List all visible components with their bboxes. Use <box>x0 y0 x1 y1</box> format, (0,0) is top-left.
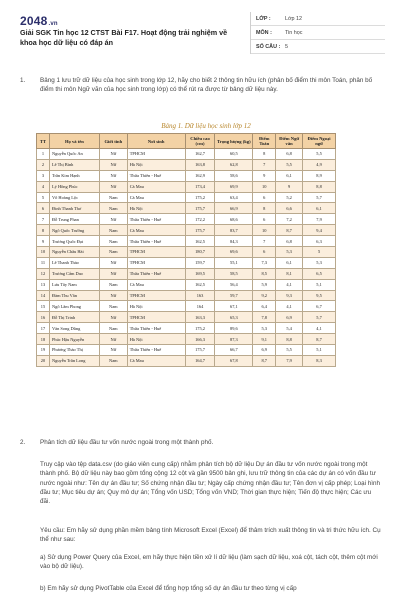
table-row <box>37 192 336 203</box>
table-cell: 10 <box>253 225 276 236</box>
table-cell: 5,7 <box>303 312 336 323</box>
table-cell: Thừa Thiên - Huế <box>127 323 185 334</box>
table-cell: 4,1 <box>276 279 303 290</box>
table-cell: Nam <box>99 203 127 214</box>
table-header-cell: Chiều cao (cm) <box>185 134 215 149</box>
table-cell: 175,2 <box>185 323 215 334</box>
table-row <box>37 290 336 301</box>
table-cell: 7,2 <box>276 214 303 225</box>
table-header-cell: Giới tính <box>99 134 127 149</box>
table-cell: Nữ <box>99 214 127 225</box>
table-row <box>37 247 336 258</box>
question-2-part-b: b) Em hãy sử dụng PivotTable của Excel để tổng hợp tổng số dự án đầu tư theo từng vị cấp <box>40 585 297 592</box>
table-cell: 9 <box>253 170 276 181</box>
table-cell: 6,1 <box>303 203 336 214</box>
table-cell: TPHCM <box>127 312 185 323</box>
meta-value: Tin học <box>285 29 303 36</box>
table-cell: 58,6 <box>215 170 253 181</box>
meta-row-class <box>251 12 385 26</box>
table-cell: 84,3 <box>215 236 253 247</box>
table-cell: 19 <box>37 345 50 356</box>
table-cell: 164 <box>185 301 215 312</box>
table-cell: Phương Thảo Thị <box>49 345 99 356</box>
table-cell: 6,9 <box>276 312 303 323</box>
table-cell: 68,6 <box>215 214 253 225</box>
table-cell: 89,6 <box>215 323 253 334</box>
table-header-cell: Họ và tên <box>49 134 99 149</box>
table-cell: 175,2 <box>185 192 215 203</box>
question-text: Bảng 1 lưu trữ dữ liệu của học sinh trong lớp 12, hãy cho biết 2 thông tin hữu ích (phân bố điểm thi môn Toán, phân bố điểm thi môn Ngữ văn của học sinh trong lớp) có thể rút ra được từ bảng dữ liệu này. <box>40 77 373 94</box>
table-cell: Đinh Thanh Thơ <box>49 203 99 214</box>
table-cell: Nguyễn Châu Hải <box>49 247 99 258</box>
table-cell: 7 <box>253 159 276 170</box>
table-cell: Nữ <box>99 312 127 323</box>
table-cell: 8,7 <box>303 334 336 345</box>
table-cell: Nữ <box>99 181 127 192</box>
table-cell: 6 <box>253 247 276 258</box>
table-row <box>37 181 336 192</box>
table-cell: 8,8 <box>276 334 303 345</box>
table-cell: 159,7 <box>185 257 215 268</box>
table-row <box>37 159 336 170</box>
table-cell: Nam <box>99 323 127 334</box>
table-cell: 9,3 <box>276 290 303 301</box>
table-cell: 87,3 <box>215 334 253 345</box>
table-cell: Nữ <box>99 345 127 356</box>
table-cell: 163,8 <box>185 159 215 170</box>
table-cell: Trương Quốc Đạt <box>49 236 99 247</box>
table-cell: 6,4 <box>253 301 276 312</box>
table-cell: Đàm Thu Vân <box>49 290 99 301</box>
table-cell: 7,8 <box>253 312 276 323</box>
table-cell: 175,7 <box>185 203 215 214</box>
meta-row-subject <box>251 26 385 40</box>
table-cell: 14 <box>37 290 50 301</box>
table-cell: 6 <box>253 192 276 203</box>
table-cell: Nữ <box>99 334 127 345</box>
table-cell: 162,7 <box>185 149 215 160</box>
table-cell: 7,3 <box>253 257 276 268</box>
meta-row-count <box>251 40 385 54</box>
table-cell: Nam <box>99 236 127 247</box>
table-header-row <box>37 134 336 149</box>
table-cell: Nữ <box>99 159 127 170</box>
table-row <box>37 170 336 181</box>
table-cell: Nữ <box>99 290 127 301</box>
table-cell: 8,3 <box>303 355 336 366</box>
table-cell: Hà Nội <box>127 159 185 170</box>
table-row <box>37 203 336 214</box>
table-cell: 67,8 <box>215 355 253 366</box>
table-cell: 58,5 <box>215 268 253 279</box>
table-row <box>37 279 336 290</box>
question-2 <box>20 438 382 447</box>
table-row <box>37 323 336 334</box>
table-cell: 9 <box>37 236 50 247</box>
table-cell: 6,7 <box>303 301 336 312</box>
table-cell: Thừa Thiên - Huế <box>127 236 185 247</box>
table-cell: 5,5 <box>303 149 336 160</box>
table-cell: Ngô Lâm Phong <box>49 301 99 312</box>
table-cell: Lý Hồng Phúc <box>49 181 99 192</box>
table-header-cell: TT <box>37 134 50 149</box>
table-cell: 13 <box>37 279 50 290</box>
table-cell: TPHCM <box>127 290 185 301</box>
table-cell: 8 <box>253 149 276 160</box>
table-cell: Nữ <box>99 149 127 160</box>
table-cell: 5,2 <box>276 192 303 203</box>
table-cell: Lê Thanh Thảo <box>49 257 99 268</box>
table-cell: 162,5 <box>185 279 215 290</box>
table-cell: Nữ <box>99 170 127 181</box>
table-cell: 172,2 <box>185 214 215 225</box>
table-cell: 3 <box>37 170 50 181</box>
table-cell: 5,9 <box>253 279 276 290</box>
table-cell: 162,5 <box>185 236 215 247</box>
meta-value: 5 <box>285 43 288 50</box>
meta-label: MÔN : <box>256 29 272 36</box>
table-cell: 4,1 <box>276 301 303 312</box>
table-cell: 66,7 <box>215 345 253 356</box>
table-cell: 4,9 <box>303 159 336 170</box>
table-cell: 1 <box>37 149 50 160</box>
question-2-part-a: a) Sử dụng Power Query của Excel, em hãy thực hiện tiền xử lí dữ liệu (làm sạch dữ liệu, xoá cột, tách cột, thêm cột mới vào bộ dữ liệu). <box>40 554 378 571</box>
table-cell: 8 <box>37 225 50 236</box>
table-cell: 5 <box>37 192 50 203</box>
table-cell: 12 <box>37 268 50 279</box>
table-cell: 180,7 <box>185 247 215 258</box>
table-cell: Lê Thị Bình <box>49 159 99 170</box>
question-2-paragraph: Truy cập vào tệp data.csv (do giáo viên cung cấp) nhằm phân tích bộ dữ liệu Dự án đầu tư vốn nước ngoài trong một thành phố. Bộ dữ liệu này bao gồm tổng cộng 12 cột và gần 9500 bản ghi, lưu trữ thông tin của các dự án có vốn đầu tư nước ngoài như: Tên dự án đầu tư; Số chứng nhận đầu tư; Ngày cấp chứng nhận đầu tư; Tên đơn vị cấp phép; Loại hình đầu tư; Mục tiêu dự án; Quy mô dự án; Tổng vốn USD; Tổng vốn VND; Thời gian thực hiện; Tiến độ thực hiện; Các ưu đãi. <box>40 461 381 506</box>
table-cell: Hà Nội <box>127 334 185 345</box>
question-2-requirement: Yêu cầu: Em hãy sử dụng phần mềm bảng tính Microsoft Excel (Excel) để thâm trích xuất thông tin và tri thức hữu ích. Cụ thể như sau: <box>40 527 381 544</box>
table-cell: 7 <box>253 236 276 247</box>
page-header <box>0 0 400 64</box>
table-cell: 162,9 <box>185 170 215 181</box>
table-cell: 5,4 <box>276 323 303 334</box>
table-cell: 8,5 <box>253 268 276 279</box>
logo-text: 2048 <box>20 14 48 28</box>
table-cell: 15 <box>37 301 50 312</box>
question-1 <box>20 76 382 95</box>
meta-label: LỚP : <box>256 15 271 22</box>
table-row <box>37 236 336 247</box>
meta-info <box>250 12 385 54</box>
table-cell: 62,8 <box>215 159 253 170</box>
table-cell: 17 <box>37 323 50 334</box>
table-cell: Đỗ Trung Phan <box>49 214 99 225</box>
question-number: 2. <box>20 439 26 446</box>
table-cell: Nguyễn Trần Long <box>49 355 99 366</box>
table-cell: Lưu Tây Nam <box>49 279 99 290</box>
table-cell: Nam <box>99 279 127 290</box>
table-cell: 5,3 <box>303 257 336 268</box>
table-cell: 164,7 <box>185 355 215 366</box>
table-cell: 163 <box>185 290 215 301</box>
table-cell: 8,7 <box>253 355 276 366</box>
table-cell: 5,3 <box>276 247 303 258</box>
table-cell: Nam <box>99 192 127 203</box>
table-cell: 67,1 <box>215 301 253 312</box>
table-cell: 7,9 <box>303 214 336 225</box>
table-cell: 169,5 <box>185 268 215 279</box>
question-text: Phân tích dữ liệu đầu tư vốn nước ngoài trong một thành phố. <box>40 439 214 446</box>
table-cell: Nam <box>99 247 127 258</box>
table-caption: Bảng 1. Dữ liệu học sinh lớp 12 <box>161 122 251 130</box>
table-cell: Võ Hoàng Lộc <box>49 192 99 203</box>
table-header-cell: Điểm Ngoại ngữ <box>303 134 336 149</box>
table-cell: 6,3 <box>303 236 336 247</box>
table-cell: 173,4 <box>185 181 215 192</box>
table-cell: Nam <box>99 355 127 366</box>
table-cell: 4 <box>37 181 50 192</box>
table-cell: 63,4 <box>215 192 253 203</box>
table-cell: Thừa Thiên - Huế <box>127 268 185 279</box>
table-row <box>37 214 336 225</box>
table-cell: 8,9 <box>303 170 336 181</box>
table-cell: 5,5 <box>276 159 303 170</box>
table-cell: 9,2 <box>253 290 276 301</box>
table-cell: 6,6 <box>276 203 303 214</box>
table-row <box>37 312 336 323</box>
table-row <box>37 334 336 345</box>
table-cell: 18 <box>37 334 50 345</box>
table-cell: Trương Cẩm Dao <box>49 268 99 279</box>
table-cell: 9,5 <box>303 290 336 301</box>
table-row <box>37 345 336 356</box>
table-cell: 66,9 <box>215 203 253 214</box>
table-cell: 9,4 <box>303 225 336 236</box>
table-cell: TPHCM <box>127 149 185 160</box>
table-cell: 8,8 <box>303 181 336 192</box>
table-cell: 8,7 <box>276 225 303 236</box>
table-cell: 163,3 <box>185 312 215 323</box>
table-row <box>37 257 336 268</box>
table-cell: 69,9 <box>215 181 253 192</box>
table-cell: 5,3 <box>253 323 276 334</box>
table-cell: 16 <box>37 312 50 323</box>
table-cell: 8 <box>253 203 276 214</box>
table-cell: Cà Mau <box>127 181 185 192</box>
table-cell: 2 <box>37 159 50 170</box>
table-body <box>37 149 336 367</box>
table-cell: 7,9 <box>276 355 303 366</box>
meta-value: Lớp 12 <box>285 15 303 22</box>
table-cell: 6,8 <box>276 236 303 247</box>
table-cell: Nam <box>99 301 127 312</box>
table-cell: Cà Mau <box>127 192 185 203</box>
table-cell: TPHCM <box>127 257 185 268</box>
table-cell: 6 <box>37 203 50 214</box>
table-cell: 5,7 <box>303 192 336 203</box>
table-cell: TPHCM <box>127 247 185 258</box>
table-cell: 8,1 <box>276 268 303 279</box>
table-cell: Văn Song Dũng <box>49 323 99 334</box>
site-logo[interactable] <box>20 14 58 28</box>
table-cell: 20 <box>37 355 50 366</box>
table-cell: 5,1 <box>303 279 336 290</box>
table-header-cell: Trọng lượng (kg) <box>215 134 253 149</box>
table-cell: 9 <box>276 181 303 192</box>
table-cell: Trần Kim Hạnh <box>49 170 99 181</box>
table-cell: 6,9 <box>253 345 276 356</box>
table-row <box>37 268 336 279</box>
table-cell: 6,8 <box>276 149 303 160</box>
table-cell: Nữ <box>99 268 127 279</box>
table-cell: Hà Nội <box>127 203 185 214</box>
table-cell: 56,4 <box>215 279 253 290</box>
table-cell: 65,3 <box>215 312 253 323</box>
table-cell: 9,1 <box>253 334 276 345</box>
table-cell: 6 <box>253 214 276 225</box>
table-row <box>37 225 336 236</box>
table-cell: 175,7 <box>185 225 215 236</box>
logo-suffix: .vn <box>48 21 58 27</box>
table-cell: 5 <box>303 247 336 258</box>
table-row <box>37 355 336 366</box>
table-header-cell: Điểm Ngữ văn <box>276 134 303 149</box>
table-cell: Thừa Thiên - Huế <box>127 170 185 181</box>
meta-label: SỐ CÂU : <box>256 43 281 50</box>
table-cell: 6,5 <box>303 268 336 279</box>
page-title: Giải SGK Tin học 12 CTST Bài F17. Hoạt động trải nghiệm về khoa học dữ liệu có đáp án <box>20 28 228 47</box>
table-cell: 6,1 <box>276 257 303 268</box>
student-data-table <box>36 133 336 367</box>
question-number: 1. <box>20 77 26 84</box>
table-cell: Nguyễn Quốc An <box>49 149 99 160</box>
table-cell: Hà Nội <box>127 301 185 312</box>
table-cell: Đỗ Thị Trinh <box>49 312 99 323</box>
table-cell: Thừa Thiên - Huế <box>127 214 185 225</box>
table-cell: 10 <box>253 181 276 192</box>
table-cell: 7 <box>37 214 50 225</box>
table-header-cell: Điểm Toán <box>253 134 276 149</box>
table-cell: 166,3 <box>185 334 215 345</box>
table-cell: 69,6 <box>215 247 253 258</box>
table-cell: 4,1 <box>303 323 336 334</box>
table-cell: Cà Mau <box>127 355 185 366</box>
table-header-cell: Nơi sinh <box>127 134 185 149</box>
table-cell: 11 <box>37 257 50 268</box>
table-cell: Phúc Hậu Nguyễn <box>49 334 99 345</box>
table-cell: 5,5 <box>276 345 303 356</box>
table-cell: 5,1 <box>303 345 336 356</box>
table-cell: Cà Mau <box>127 279 185 290</box>
table-cell: 10 <box>37 247 50 258</box>
table-row <box>37 149 336 160</box>
table-cell: Thừa Thiên - Huế <box>127 345 185 356</box>
table-row <box>37 301 336 312</box>
table-cell: Cà Mau <box>127 225 185 236</box>
table-cell: 55,1 <box>215 257 253 268</box>
table-cell: 175,7 <box>185 345 215 356</box>
table-cell: 6,1 <box>276 170 303 181</box>
table-cell: 60,5 <box>215 149 253 160</box>
table-cell: Nam <box>99 225 127 236</box>
table-cell: Ngô Quốc Trường <box>49 225 99 236</box>
table-cell: 59,7 <box>215 290 253 301</box>
student-table-figure <box>36 122 376 367</box>
table-cell: Nữ <box>99 257 127 268</box>
table-cell: 83,7 <box>215 225 253 236</box>
